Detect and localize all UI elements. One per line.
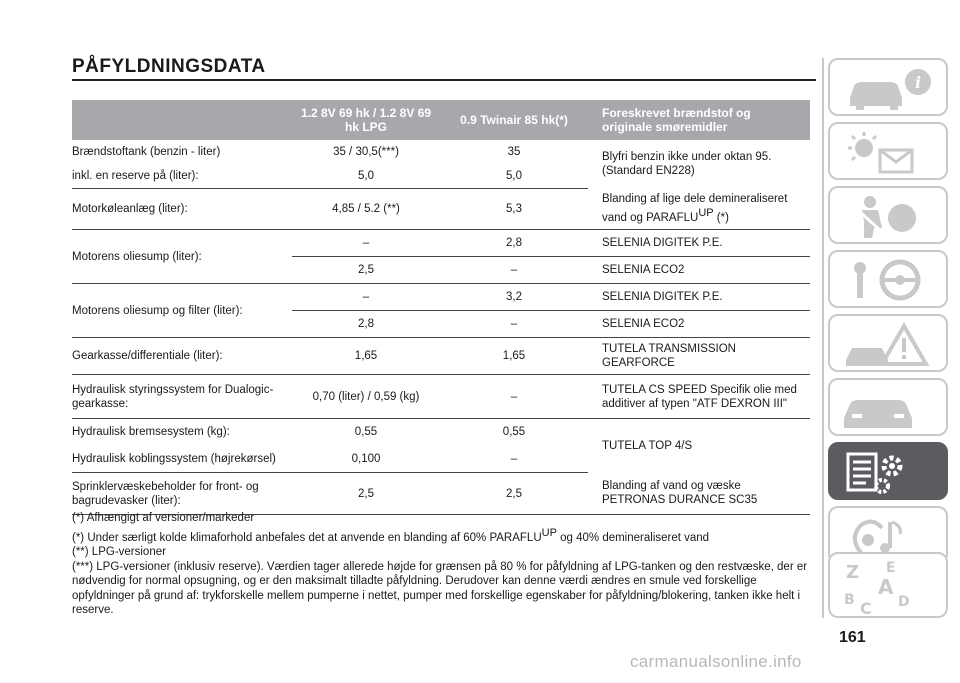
spec-text: vand og PARAFLU xyxy=(602,212,699,224)
row-label: Motorens oliesump (liter): xyxy=(72,230,292,284)
footnote xyxy=(72,526,816,546)
cell-spec: SELENIA DIGITEK P.E. xyxy=(588,284,810,311)
row-label: Brændstoftank (benzin - liter) xyxy=(72,146,221,158)
table-row xyxy=(72,140,810,164)
technical-data-icon xyxy=(838,448,938,498)
footnote: (***) LPG-versioner (inklusiv reserve). Værdien tager allerede højde for grænsen på 80 % for påfyldning af LPG-tanken og den restvæske, der er nødvendig for normal opsugning, og er den maksimalt tilladte påfyldning. Derudover kan denne værdi ændres en smule ved forskellige opfyldninger på grund af: trykforskelle mellem pumperne i nettet, pumper med forskellige egenskaber for påfyldning/blokering, tanken ikke helt i reserve. xyxy=(72,560,808,616)
cell-spec: SELENIA ECO2 xyxy=(588,257,810,284)
table-row xyxy=(72,473,810,515)
spec-coolant xyxy=(588,188,810,230)
cell-value: 5,3 xyxy=(440,188,588,230)
cell-value: 2,5 xyxy=(292,473,440,515)
row-label: Gearkasse/differentiale (liter): xyxy=(72,338,292,375)
header-empty xyxy=(72,100,292,140)
car-info-icon xyxy=(838,64,938,114)
svg-text:A: A xyxy=(878,575,894,599)
footnote-text: og 40% demineraliseret vand xyxy=(556,531,710,544)
cell-value: – xyxy=(440,446,588,473)
sidebar-tab-safety[interactable] xyxy=(828,186,948,244)
cell-value: 2,5 xyxy=(292,257,440,284)
table-row xyxy=(72,284,810,311)
table-header-row xyxy=(72,100,810,140)
sidebar-line xyxy=(822,58,824,618)
cell-value: 5,0 xyxy=(292,164,440,188)
superscript: UP xyxy=(698,207,714,219)
sidebar-tab-maintenance[interactable] xyxy=(828,378,948,436)
cell-value: 4,85 / 5.2 (**) xyxy=(292,188,440,230)
svg-text:D: D xyxy=(898,594,910,610)
svg-text:i: i xyxy=(914,73,922,92)
cell-value: 0,55 xyxy=(502,426,526,439)
cell-value: 2,8 xyxy=(440,230,588,257)
title-divider xyxy=(72,79,816,81)
table-row xyxy=(72,419,810,446)
svg-text:C: C xyxy=(860,599,872,616)
page-number: 161 xyxy=(839,629,866,646)
footnotes xyxy=(72,511,816,618)
cell-value: 1,65 xyxy=(440,338,588,375)
cell-value: 0,100 xyxy=(292,446,440,473)
cell-value: 0,70 (liter) / 0,59 (kg) xyxy=(292,375,440,419)
row-label: Motorens oliesump og filter (liter): xyxy=(72,284,292,338)
spec-text: (Standard EN228) xyxy=(602,165,695,177)
header-fluids: Foreskrevet brændstof og originale smøremidler xyxy=(588,100,810,140)
row-label: Motorkøleanlæg (liter): xyxy=(72,188,292,230)
cell-value: 35 xyxy=(507,146,521,158)
sidebar-tab-warning-lights[interactable] xyxy=(828,122,948,180)
table-row xyxy=(72,338,810,375)
cell-spec: SELENIA ECO2 xyxy=(588,311,810,338)
car-maintenance-icon xyxy=(838,384,938,434)
table-row xyxy=(72,230,810,257)
cell-value: 0,55 xyxy=(354,426,378,439)
cell-spec: Blanding af vand og væske PETRONAS DURANCE SC35 xyxy=(588,473,810,515)
cell-value: – xyxy=(440,257,588,284)
sidebar-tab-emergency[interactable] xyxy=(828,314,948,372)
cell-value: 1,65 xyxy=(292,338,440,375)
sidebar-tab-technical-data[interactable] xyxy=(828,442,948,500)
spec-text: (*) xyxy=(713,212,729,224)
row-label: Hydraulisk bremsesystem (kg): xyxy=(72,426,230,439)
cell-value: 35 / 30,5(***) xyxy=(333,146,399,158)
header-engine-twinair: 0.9 Twinair 85 hk(*) xyxy=(440,100,588,140)
sidebar-tab-starting[interactable] xyxy=(828,250,948,308)
cell-spec: TUTELA TRANSMISSION GEARFORCE xyxy=(588,338,810,375)
spec-text: Blanding af lige dele demineraliseret xyxy=(602,193,788,205)
cell-value: 5,0 xyxy=(440,164,588,188)
footnote: (*) Afhængigt af versioner/markeder xyxy=(72,512,255,524)
spec-text: Blyfri benzin ikke under oktan 95. xyxy=(602,151,772,163)
footnote: (**) LPG-versioner xyxy=(72,546,166,558)
header-engine-1-2: 1.2 8V 69 hk / 1.2 8V 69 hk LPG xyxy=(292,100,440,140)
spec-fuel xyxy=(588,140,810,188)
refill-data-table xyxy=(72,100,810,515)
row-label: Hydraulisk styringssystem for Dualogic-gearkasse: xyxy=(72,375,292,419)
index-letters-icon xyxy=(838,558,938,616)
svg-text:Z: Z xyxy=(846,562,860,583)
cell-value: 2,8 xyxy=(292,311,440,338)
cell-spec: SELENIA DIGITEK P.E. xyxy=(588,230,810,257)
superscript: UP xyxy=(541,526,557,539)
emergency-triangle-icon xyxy=(838,320,938,370)
page-title: PÅFYLDNINGSDATA xyxy=(72,56,266,77)
cell-value: – xyxy=(440,375,588,419)
table-row xyxy=(72,188,810,230)
sidebar-tab-index[interactable] xyxy=(828,552,948,618)
row-label: inkl. en reserve på (liter): xyxy=(72,164,292,188)
safety-airbag-icon xyxy=(838,192,938,242)
warning-lights-icon xyxy=(838,128,938,178)
cell-value: – xyxy=(292,284,440,311)
watermark: carmanualsonline.info xyxy=(630,652,802,671)
row-label: Sprinklervæskebeholder for front- og bagrudevasker (liter): xyxy=(72,473,292,515)
steering-key-icon xyxy=(838,256,938,306)
spec-brake: TUTELA TOP 4/S xyxy=(602,439,693,452)
row-label: Hydraulisk koblingssystem (højrekørsel) xyxy=(72,446,292,473)
svg-text:E: E xyxy=(886,560,896,576)
cell-value: – xyxy=(292,230,440,257)
cell-value: 2,5 xyxy=(440,473,588,515)
cell-value: 3,2 xyxy=(440,284,588,311)
cell-spec: TUTELA CS SPEED Specifik olie med additiver af typen "ATF DEXRON III" xyxy=(588,375,810,419)
cell-value: – xyxy=(440,311,588,338)
table-row xyxy=(72,375,810,419)
sidebar-tab-car-info[interactable] xyxy=(828,58,948,116)
svg-text:B: B xyxy=(844,592,855,608)
footnote-text: (*) Under særligt kolde klimaforhold anbefales det at anvende en blanding af 60% PARAFLU xyxy=(72,531,542,544)
